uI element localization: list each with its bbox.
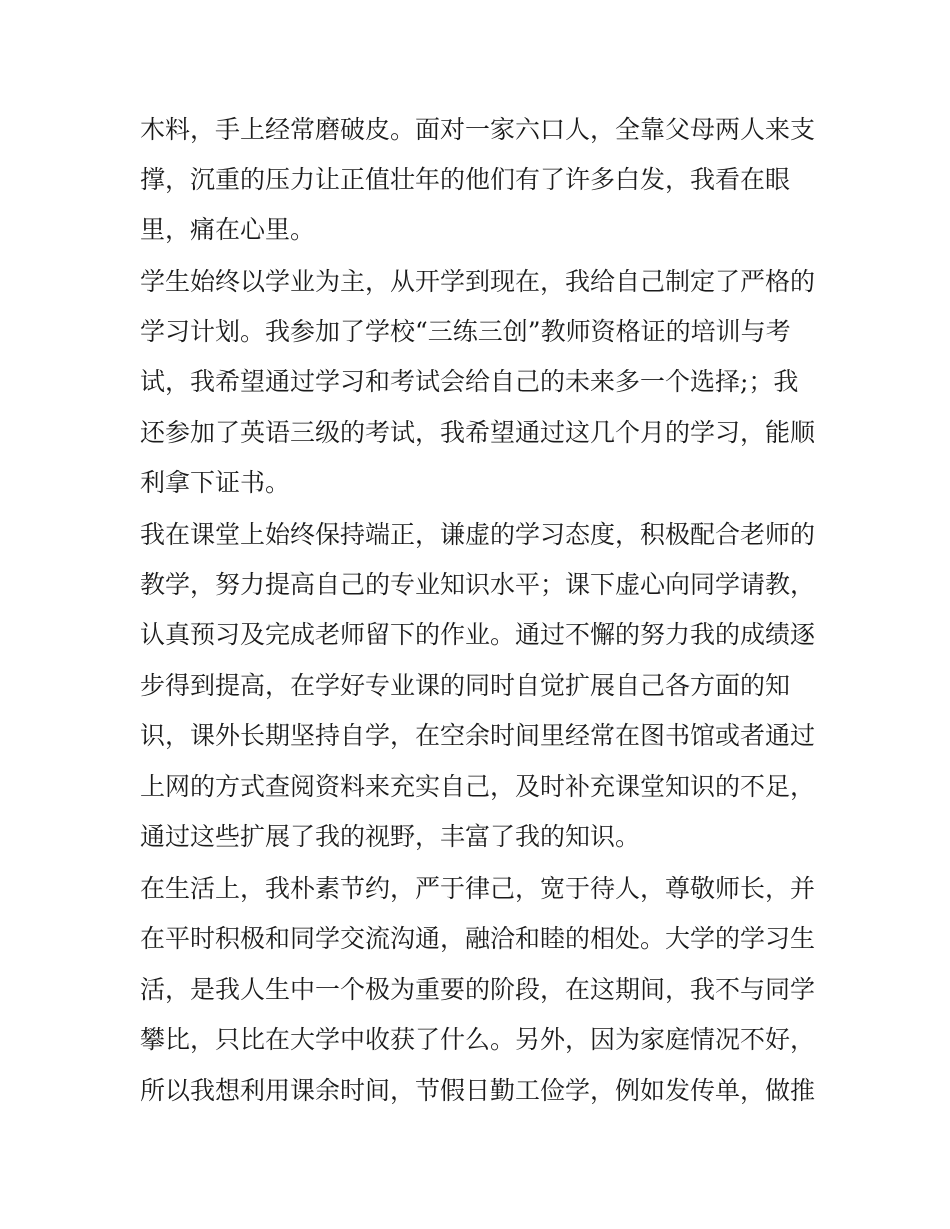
text-line: 通过这些扩展了我的视野，丰富了我的知识。 (140, 822, 641, 851)
text-line: 还参加了英语三级的考试，我希望通过这几个月的学习，能顺 (140, 418, 816, 447)
text-line: 我在课堂上始终保持端正，谦虚的学习态度，积极配合老师的 (140, 520, 816, 549)
text-line: 识，课外长期坚持自学，在空余时间里经常在图书馆或者通过 (140, 721, 816, 750)
text-line: 在平时积极和同学交流沟通，融洽和睦的相处。大学的学习生 (140, 924, 816, 953)
text-line: 教学，努力提高自己的专业知识水平；课下虚心向同学请教， (140, 570, 816, 599)
text-line: 学生始终以学业为主，从开学到现在，我给自己制定了严格的 (140, 267, 816, 296)
text-line: 木料，手上经常磨破皮。面对一家六口人，全靠父母两人来支 (140, 115, 816, 144)
text-line: 上网的方式查阅资料来充实自己，及时补充课堂知识的不足， (140, 772, 816, 801)
text-line: 活，是我人生中一个极为重要的阶段，在这期间，我不与同学 (140, 975, 816, 1004)
text-line: 学习计划。我参加了学校“三练三创”教师资格证的培训与考 (140, 317, 791, 346)
text-line: 攀比，只比在大学中收获了什么。另外，因为家庭情况不好， (140, 1025, 816, 1054)
text-line: 步得到提高，在学好专业课的同时自觉扩展自己各方面的知 (140, 671, 791, 700)
text-line: 所以我想利用课余时间，节假日勤工俭学，例如发传单，做推 (140, 1076, 816, 1105)
text-line: 认真预习及完成老师留下的作业。通过不懈的努力我的成绩逐 (140, 620, 816, 649)
text-line: 利拿下证书。 (140, 468, 291, 497)
text-line: 撑，沉重的压力让正值壮年的他们有了许多白发，我看在眼 (140, 165, 791, 194)
text-line: 在生活上，我朴素节约，严于律己，宽于待人，尊敬师长，并 (140, 874, 816, 903)
text-line: 里，痛在心里。 (140, 215, 316, 244)
text-line: 试，我希望通过学习和考试会给自己的未来多一个选择;；我 (140, 367, 799, 396)
